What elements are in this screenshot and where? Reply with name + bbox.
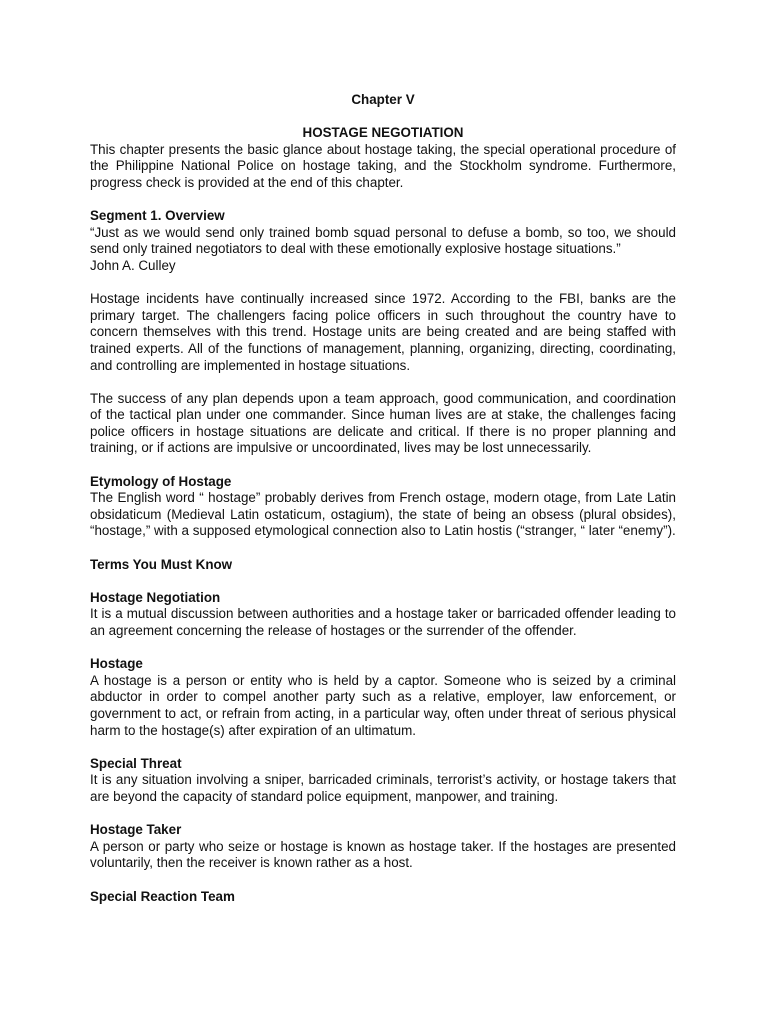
term-definition: A person or party who seize or hostage is known as hostage taker. If the hostages are presented voluntarily, then the receiver is known rather as a host. [90,838,676,871]
term-heading: Hostage Taker [90,822,182,838]
spacer [90,374,676,391]
segment-heading: Segment 1. Overview [90,208,225,224]
chapter-subtitle: HOSTAGE NEGOTIATION [302,125,464,141]
term-heading: Special Threat [90,755,182,771]
overview-paragraph-2: The success of any plan depends upon a team approach, good communication, and coordination of the tactical plan under one commander. Since human lives are at stake, the challenges facing police officers in hostage situations are delicate and critical. If there is no proper planning and training, or if actions are impulsive or uncoordinated, lives may be lost unnecessarily. [90,390,676,456]
epigraph-quote: “Just as we would send only trained bomb squad personal to defuse a bomb, so too, we should send only trained negotiators to deal with these emotionally explosive hostage situations.” [90,224,676,257]
spacer [90,806,676,823]
spacer [90,192,676,209]
spacer [90,739,676,756]
terms-heading: Terms You Must Know [90,556,233,572]
spacer [90,640,676,657]
etymology-heading: Etymology of Hostage [90,473,232,489]
term-heading: Hostage Negotiation [90,589,221,605]
spacer [90,872,676,889]
spacer [90,573,676,590]
term-heading: Hostage [90,656,143,672]
spacer [90,457,676,474]
term-definition: It is a mutual discussion between authorities and a hostage taker or barricaded offender leading to an agreement concerning the release of hostages or the surrender of the offender. [90,606,676,638]
document-page [90,92,676,905]
chapter-title: Chapter V [351,92,415,107]
term-definition: It is any situation involving a sniper, barricaded criminals, terrorist’s activity, or hostage takers that are beyond the capacity of standard police equipment, manpower, and training. [90,772,676,804]
etymology-paragraph: The English word “ hostage” probably derives from French ostage, modern otage, from Late Latin obsidaticum (Medieval Latin ostaticum, ostagium), the state of being an obsess (plural obsides), “hostage,” with a supposed etymological connection also to Latin hostis (“stranger, “ later “enemy”). [90,490,676,539]
term-definition: A hostage is a person or entity who is held by a captor. Someone who is seized by a criminal abductor in order to compel another party such as a relative, employer, law enforcement, or government to act, or refrain from acting, in a particular way, often under threat of serious physical harm to the hostage(s) after expiration of an ultimatum. [90,672,676,738]
spacer [90,540,676,557]
term-heading: Special Reaction Team [90,888,235,904]
overview-paragraph-1: Hostage incidents have continually increased since 1972. According to the FBI, banks are the primary target. The challengers facing police officers in such throughout the country have to concern themselves with this trend. Hostage units are being created and are being staffed with trained experts. All of the functions of management, planning, organizing, directing, coordinating, and controlling are implemented in hostage situations. [90,291,676,373]
epigraph-author: John A. Culley [90,257,176,273]
intro-paragraph: This chapter presents the basic glance about hostage taking, the special operational procedure of the Philippine National Police on hostage taking, and the Stockholm syndrome. Furthermore, progress check is provided at the end of this chapter. [90,141,676,190]
spacer [90,275,676,292]
